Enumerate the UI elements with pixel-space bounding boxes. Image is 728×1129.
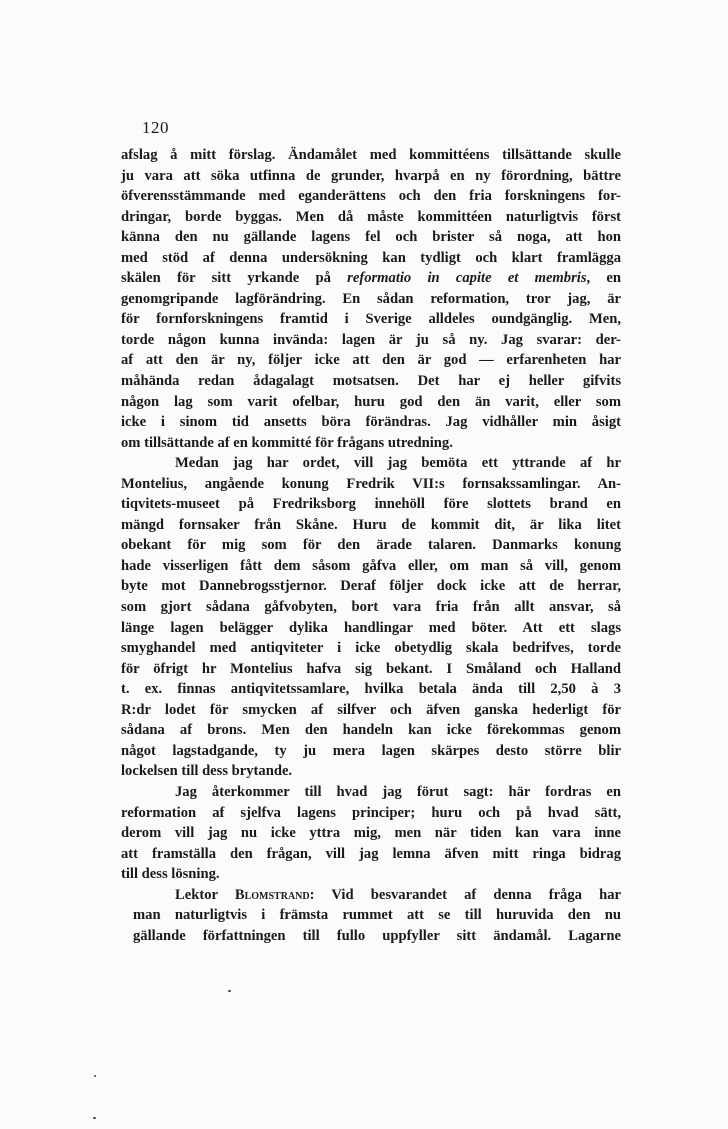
text-line: derom vill jag nu icke yttra mig, men när tiden kan vara inne (121, 825, 621, 842)
text-line: mängd fornsaker från Skåne. Huru de kommit dit, är lika litet (121, 516, 621, 533)
text-line: reformation af sjelfva lagens principer; huru och på hvad sätt, (121, 804, 621, 821)
text-line: Montelius, angående konung Fredrik VII:s fornsakssamlingar. An- (121, 475, 621, 492)
text-line: obekant för mig som för den ärade talaren. Danmarks konung (121, 537, 621, 554)
text-line: någon lag som varit ofelbar, huru god den än varit, eller som (121, 393, 621, 410)
paragraph-2 (121, 453, 621, 782)
paragraph-1 (121, 145, 621, 453)
text-line: gällande författningen till fullo uppfyller sitt ändamål. Lagarne (133, 927, 621, 944)
text-line: afslag å mitt förslag. Ändamålet med kommittéens tillsättande skulle (121, 147, 621, 163)
text-line: till dess lösning. (121, 866, 220, 883)
text-line: smyghandel med antiqviteter i icke obetydlig skala bedrifves, torde (121, 640, 621, 657)
text-line: Medan jag har ordet, vill jag bemöta ett yttrande af hr (175, 455, 621, 472)
text-line (121, 268, 621, 289)
latin-phrase: reformatio in capite et membris (347, 270, 587, 287)
text-segment: , en (586, 270, 621, 287)
text-line: lockelsen till dess brytande. (121, 763, 293, 780)
text-line: känna den nu gällande lagens fel och brister så noga, att hon (121, 229, 621, 246)
page-number: 120 (142, 118, 169, 137)
speaker-name: Blomstrand (234, 886, 310, 903)
text-line: för öfrigt hr Montelius hafva sig bekant. I Småland och Halland (121, 660, 621, 677)
text-line: t. ex. finnas antiqvitetssamlare, hvilka betala ända till 2,50 à 3 (121, 681, 621, 698)
paragraph-3 (121, 782, 621, 885)
text-segment: : Vid besvarandet af denna fråga har (309, 886, 621, 903)
text-line: måhända redan ådagalagt motsatsen. Det har ej heller gifvits (121, 373, 621, 390)
text-line: ju vara att söka utfinna de grunder, hvarpå en ny förordning, bättre (121, 167, 621, 184)
text-line: länge lagen belägger dylika handlingar med böter. Att ett slags (121, 619, 621, 636)
text-line: för fornforskningens framtid i Sverige alldeles oundgänglig. Men, (121, 311, 621, 328)
text-line: Jag återkommer till hvad jag förut sagt: här fordras en (175, 783, 621, 800)
text-line (121, 885, 621, 906)
text-line: genomgripande lagförändring. En sådan reformation, tror jag, är (121, 290, 621, 307)
text-line: icke i sinom tid ansetts böra förändras. Jag vidhåller min åsigt (121, 414, 621, 431)
text-line: något lagstadgande, ty ju mera lagen skärpes desto större blir (121, 742, 621, 759)
text-line: med stöd af denna undersökning kan tydligt och klart framlägga (121, 249, 621, 266)
text-line: öfverensstämmande med eganderättens och den fria forskningens for- (121, 188, 621, 205)
body-text (121, 145, 621, 946)
paragraph-4 (121, 885, 621, 947)
scan-speck (94, 1075, 96, 1077)
text-line: sådana af brons. Men den handeln kan icke förekommas genom (121, 722, 621, 739)
text-line: att framställa den frågan, vill jag lemna äfven mitt ringa bidrag (121, 845, 621, 862)
text-line: hade visserligen fått dem såsom gåfva eller, om man så vill, genom (121, 557, 621, 574)
text-line: dringar, borde byggas. Men då måste kommittéen naturligtvis först (121, 208, 621, 225)
scan-speck (228, 990, 231, 992)
text-line: af att den är ny, följer icke att den är god — erfarenheten har (121, 352, 621, 369)
text-line: som gjort sådana gåfvobyten, bort vara fria från allt ansvar, så (121, 599, 621, 616)
text-line: byte mot Dannebrogsstjernor. Deraf följer dock icke att de herrar, (121, 578, 621, 595)
text-segment: Lektor (175, 886, 235, 903)
text-line: man naturligtvis i främsta rummet att se till huruvida den nu (133, 907, 621, 924)
scan-speck (93, 1117, 96, 1119)
text-line: tiqvitets-museet på Fredriksborg innehöll före slottets brand en (121, 496, 621, 513)
text-line: om tillsättande af en kommitté för frågans utredning. (121, 434, 453, 451)
text-line: R:dr lodet för smycken af silfver och äfven ganska hederligt för (121, 701, 621, 718)
text-line: torde någon kunna invända: lagen är ju så ny. Jag svarar: der- (121, 331, 621, 348)
text-segment: skälen för sitt yrkande på (121, 270, 348, 287)
